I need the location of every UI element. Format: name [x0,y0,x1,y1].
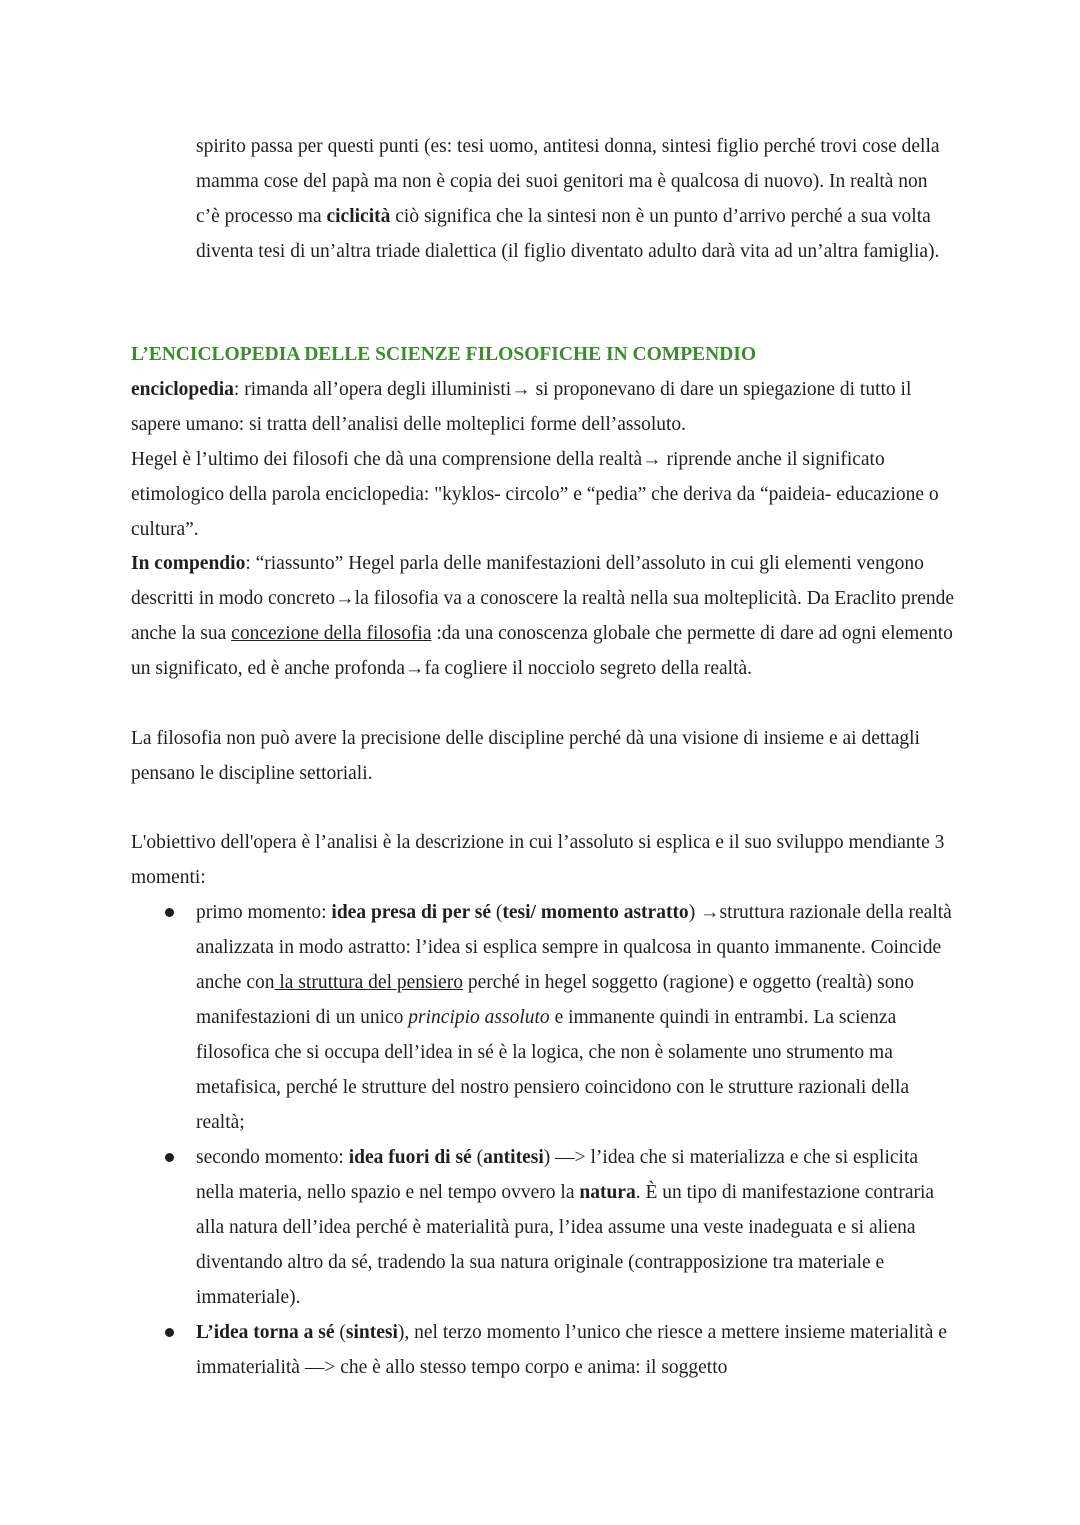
compendio-paragraph [131,546,956,686]
bullet-icon [165,908,174,917]
italic-text: principio assoluto [408,1007,550,1028]
text: e immanente quindi in entrambi. La scienza filosofica che si occupa dell’idea in sé è la logica, che non è solamente uno strumento ma metafisica, perché le strutture del nostro pensiero coincidono con le strutture razionali della realtà; [196,1007,910,1133]
text: primo momento: [196,902,332,923]
list-item-secondo-momento [196,1140,956,1315]
obiettivo-paragraph: L'obiettivo dell'opera è l’analisi è la descrizione in cui l’assoluto si esplica e il suo sviluppo mendiante 3 momenti: [131,832,945,888]
bold-text: idea fuori di sé [348,1147,472,1168]
bold-text: tesi/ momento astratto [502,902,689,923]
list-item-terzo-momento [196,1315,956,1385]
intro-bold-ciclicita: ciclicità [326,206,391,227]
filosofia-paragraph: La filosofia non può avere la precisione delle discipline perché dà una visione di insieme e ai dettagli pensano le discipline settoriali. [131,728,920,784]
text: . È un tipo di manifestazione contraria alla natura dell’idea perché è materialità pura, l’idea assume una veste inadeguata e si aliena diventando altro da sé, tradendo la sua natura originale (contrapposizione tra materiale e immateriale). [196,1182,935,1308]
bold-text: natura [579,1182,636,1203]
text: perché in hegel soggetto (ragione) e oggetto (realtà) sono manifestazioni di un unico [196,972,914,1028]
bold-text: antitesi [483,1147,544,1168]
text: ( [334,1322,346,1343]
bullet-icon [165,1328,174,1337]
underlined-text: la struttura del pensiero [274,972,463,993]
section-heading: L’ENCICLOPEDIA DELLE SCIENZE FILOSOFICHE IN COMPENDIO [131,344,757,365]
text: ), nel terzo momento l’unico che riesce a mettere insieme materialità e immaterialità —> che è allo stesso tempo corpo e anima: il soggetto [196,1322,947,1378]
compendio-text-2: :da una conoscenza globale che permette di dare ad ogni elemento un significato, ed è anche profonda→fa cogliere il nocciolo segreto della realtà. [131,623,953,679]
text: ( [471,1147,484,1168]
enciclopedia-text: : rimanda all’opera degli illuministi→ si proponevano di dare un spiegazione di tutto il sapere umano: si tratta dell’analisi delle molteplici forme dell’assoluto. [131,379,912,435]
moments-list [196,895,956,1385]
text: secondo momento: [196,1147,349,1168]
text: ( [491,902,503,923]
hegel-paragraph: Hegel è l’ultimo dei filosofi che dà una comprensione della realtà→ riprende anche il significato etimologico della parola enciclopedia: "kyklos- circolo” e “pedia” che deriva da “paideia- educazione o cultura”. [131,449,939,540]
bold-text: L’idea torna a sé [196,1322,335,1343]
intro-text-2: ciò significa che la sintesi non è un punto d’arrivo perché a sua volta diventa tesi di un’altra triade dialettica (il figlio diventato adulto darà vita ad un’altra famiglia). [196,206,940,262]
bullet-icon [165,1153,174,1162]
text: ) —> l’idea che si materializza e che si esplicita nella materia, nello spazio e nel tempo ovvero la [196,1147,919,1203]
bold-text: idea presa di per sé [331,902,492,923]
enciclopedia-term: enciclopedia [131,379,234,400]
intro-text-1: spirito passa per questi punti (es: tesi uomo, antitesi donna, sintesi figlio perché trovi cose della mamma cose del papà ma non è copia dei suoi genitori ma è qualcosa di nuovo). In realtà non c’è processo ma [196,136,940,227]
bold-text: sintesi [345,1322,398,1343]
text: ) →struttura razionale della realtà analizzata in modo astratto: l’idea si esplica sempre in qualcosa in quanto immanente. Coincide anche con [196,902,952,993]
compendio-term: In compendio [131,553,246,574]
enciclopedia-paragraph [131,372,956,442]
list-item-primo-momento [196,895,956,1140]
compendio-underline: concezione della filosofia [231,623,432,644]
intro-paragraph [196,129,956,269]
compendio-text-1: : “riassunto” Hegel parla delle manifestazioni dell’assoluto in cui gli elementi vengono descritti in modo concreto→la filosofia va a conoscere la realtà nella sua molteplicità. Da Eraclito prende anche la sua [131,553,954,644]
